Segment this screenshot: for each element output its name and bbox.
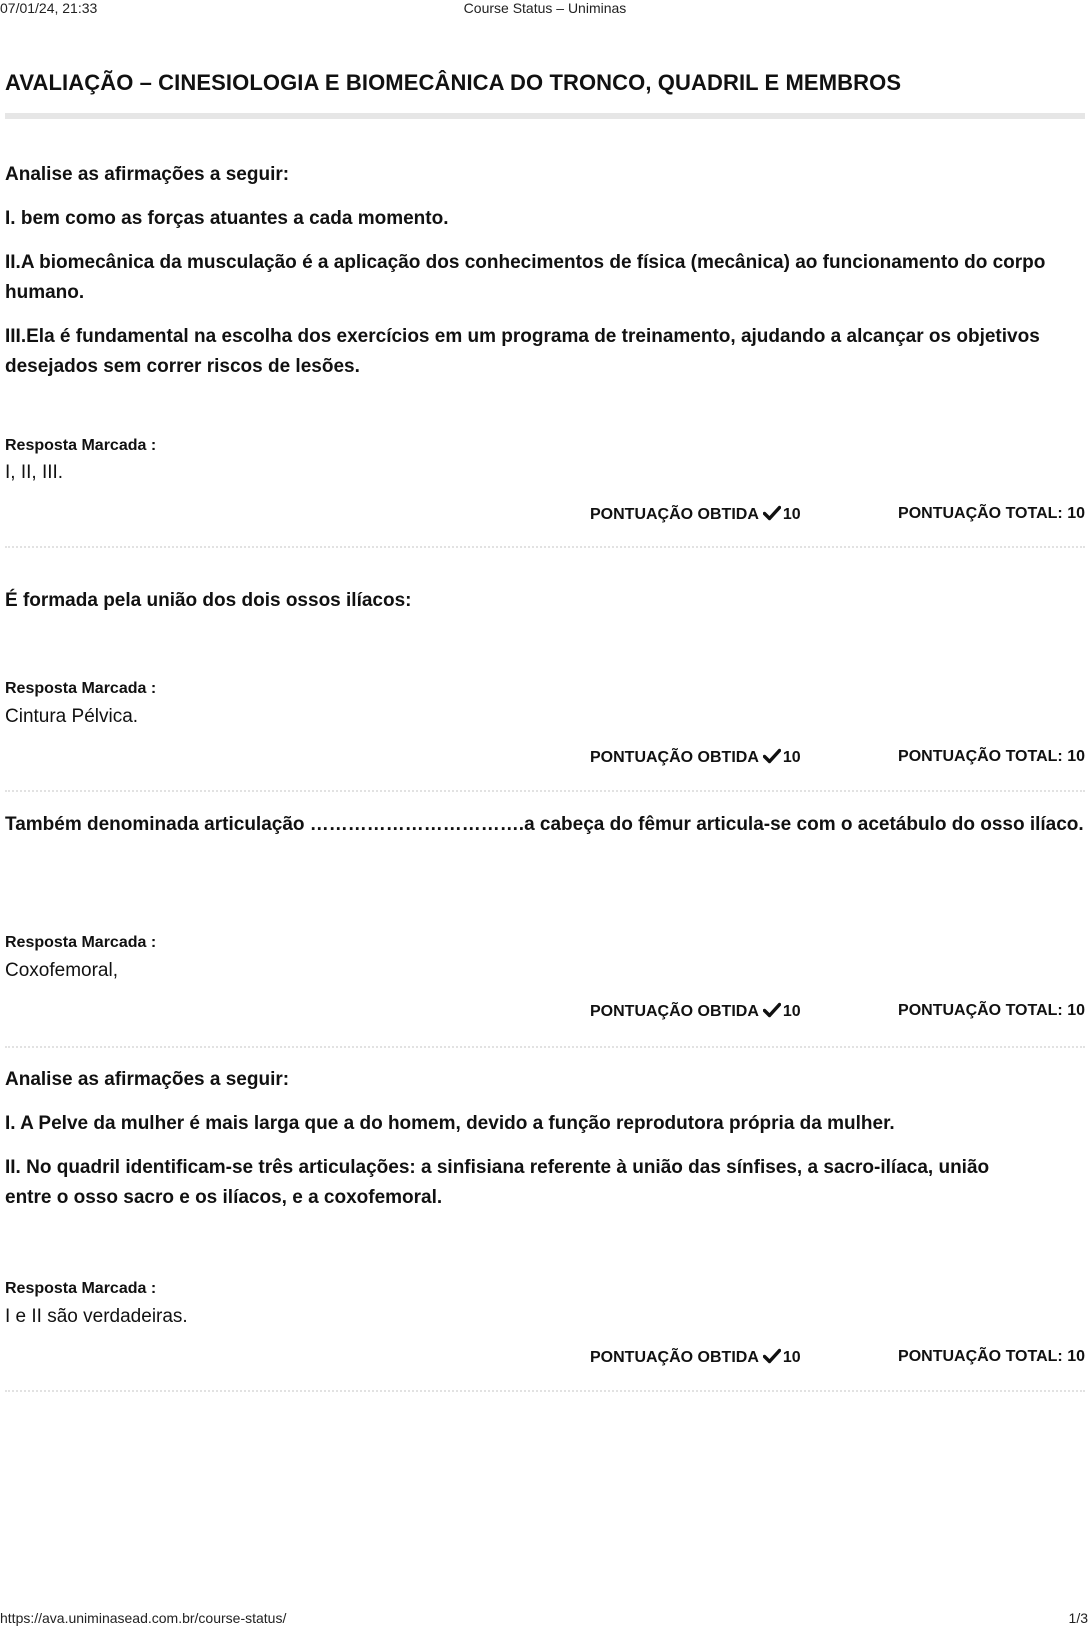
print-header [0,0,1090,16]
check-icon [763,1002,781,1018]
score-total [898,748,1085,766]
score-row [5,505,1085,527]
score-obtained-label: PONTUAÇÃO OBTIDA [590,506,759,523]
score-total-value: 10 [1067,505,1085,522]
score-total [898,1002,1085,1020]
score-row [5,748,1085,770]
score-total-label: PONTUAÇÃO TOTAL: [898,505,1063,522]
question-text: Analise as afirmações a seguir: [5,1069,290,1090]
score-obtained [590,505,801,524]
score-row [5,1348,1085,1370]
question-text: I. bem como as forças atuantes a cada momento. [5,208,449,229]
check-icon [763,1348,781,1364]
score-obtained-value: 10 [782,506,801,523]
score-total-value: 10 [1067,1002,1085,1019]
score-obtained-value: 10 [782,749,801,766]
score-obtained [590,1348,801,1367]
print-footer [0,1610,1090,1626]
question-text: É formada pela união dos dois ossos ilíacos: [5,590,412,611]
score-total-label: PONTUAÇÃO TOTAL: [898,1002,1063,1019]
score-total-value: 10 [1067,1348,1085,1365]
check-icon [763,505,781,521]
score-obtained [590,748,801,767]
score-obtained-label: PONTUAÇÃO OBTIDA [590,1349,759,1366]
question-divider [5,546,1085,548]
print-page-number: 1/3 [1068,1610,1088,1626]
answer-value: I e II são verdadeiras. [5,1306,188,1327]
score-obtained-value: 10 [782,1003,801,1020]
score-total [898,505,1085,523]
score-obtained-value: 10 [782,1349,801,1366]
question-4 [5,1065,1085,1227]
question-text: Também denominada articulação …………………………….a cabeça do fêmur articula-se com o acetábulo do osso ilíaco. [5,814,1084,835]
score-obtained-label: PONTUAÇÃO OBTIDA [590,1003,759,1020]
answer-label: Resposta Marcada : [5,1280,157,1297]
question-divider [5,1390,1085,1392]
print-url: https://ava.uniminasead.com.br/course-status/ [0,1610,287,1626]
question-text: III.Ela é fundamental na escolha dos exercícios em um programa de treinamento, ajudando a alcançar os objetivos desejados sem correr riscos de lesões. [5,326,1040,377]
score-row [5,1002,1085,1024]
score-obtained [590,1002,801,1021]
print-page-title: Course Status – Uniminas [463,0,627,16]
title-divider [5,113,1085,119]
question-text: II.A biomecânica da musculação é a aplicação dos conhecimentos de física (mecânica) ao funcionamento do corpo humano. [5,252,1046,303]
question-text: II. No quadril identificam-se três articulações: a sinfisiana referente à união das sínfises, a sacro-ilíaca, união entre o osso sacro e os ilíacos, e a coxofemoral. [5,1157,990,1208]
score-obtained-label: PONTUAÇÃO OBTIDA [590,749,759,766]
score-total-value: 10 [1067,748,1085,765]
question-2 [5,586,1085,630]
check-icon [763,748,781,764]
question-text: Analise as afirmações a seguir: [5,164,290,185]
question-3 [5,810,1085,854]
question-text: I. A Pelve da mulher é mais larga que a do homem, devido a função reprodutora própria da mulher. [5,1113,895,1134]
score-total [898,1348,1085,1366]
score-total-label: PONTUAÇÃO TOTAL: [898,748,1063,765]
question-1 [5,160,1085,396]
print-datetime: 07/01/24, 21:33 [0,0,98,16]
answer-value: Cintura Pélvica. [5,706,139,727]
question-divider [5,790,1085,792]
answer-label: Resposta Marcada : [5,934,157,951]
answer-label: Resposta Marcada : [5,437,157,454]
answer-value: I, II, III. [5,462,64,483]
answer-value: Coxofemoral, [5,960,118,981]
question-divider [5,1046,1085,1048]
answer-label: Resposta Marcada : [5,680,157,697]
page-title: AVALIAÇÃO – CINESIOLOGIA E BIOMECÂNICA DO TRONCO, QUADRIL E MEMBROS [5,70,902,95]
score-total-label: PONTUAÇÃO TOTAL: [898,1348,1063,1365]
